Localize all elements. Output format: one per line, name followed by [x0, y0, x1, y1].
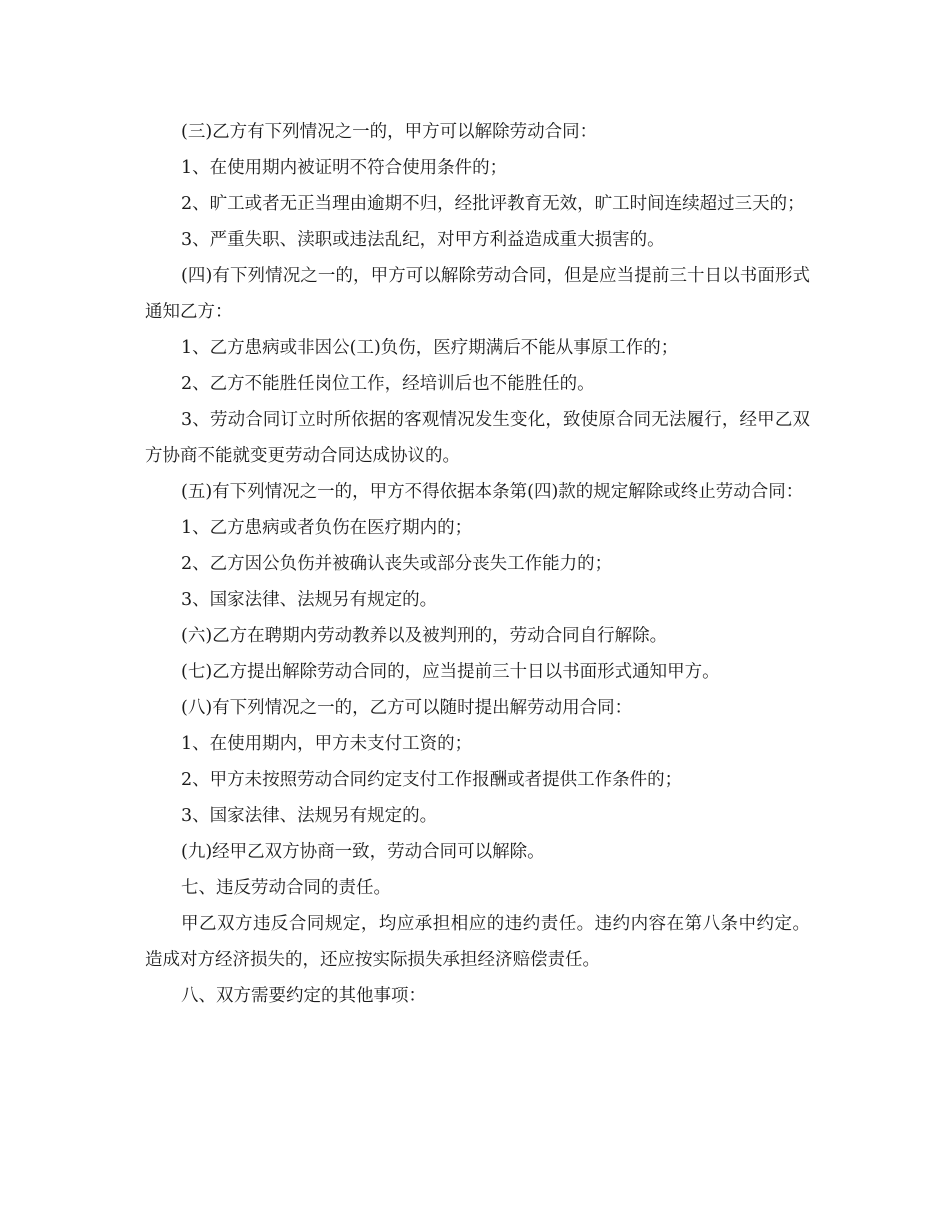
clause-4-item-3: 3、劳动合同订立时所依据的客观情况发生变化，致使原合同无法履行，经甲乙双方协商不能就变更劳动合同达成协议的。	[145, 410, 810, 466]
clause-8-heading: (八)有下列情况之一的，乙方可以随时提出解劳动用合同：	[181, 698, 633, 718]
clause-5-item-3: 3、国家法律、法规另有规定的。	[181, 590, 438, 610]
clause-8-item-2: 2、甲方未按照劳动合同约定支付工作报酬或者提供工作条件的；	[181, 770, 683, 790]
clause-5-item-1: 1、乙方患病或者负伤在医疗期内的；	[181, 518, 473, 538]
clause-8-item-1: 1、在使用期内，甲方未支付工资的；	[181, 734, 473, 754]
clause-8-item-3: 3、国家法律、法规另有规定的。	[181, 806, 438, 826]
clause-3-heading: (三)乙方有下列情况之一的，甲方可以解除劳动合同：	[181, 122, 598, 142]
clause-4-item-2: 2、乙方不能胜任岗位工作，经培训后也不能胜任的。	[181, 374, 595, 394]
section-7-heading: 七、违反劳动合同的责任。	[181, 878, 391, 898]
clause-5-item-2: 2、乙方因公负伤并被确认丧失或部分丧失工作能力的；	[181, 554, 613, 574]
clause-7: (七)乙方提出解除劳动合同的，应当提前三十日以书面形式通知甲方。	[181, 662, 720, 682]
clause-3-item-3: 3、严重失职、渎职或违法乱纪，对甲方利益造成重大损害的。	[181, 230, 665, 250]
clause-3-item-1: 1、在使用期内被证明不符合使用条件的；	[181, 158, 508, 178]
clause-4-heading: (四)有下列情况之一的，甲方可以解除劳动合同，但是应当提前三十日以书面形式通知乙方：	[145, 266, 810, 322]
section-8-heading: 八、双方需要约定的其他事项：	[181, 986, 426, 1006]
clause-9: (九)经甲乙双方协商一致，劳动合同可以解除。	[181, 842, 545, 862]
clause-3-item-2: 2、旷工或者无正当理由逾期不归，经批评教育无效，旷工时间连续超过三天的；	[181, 194, 805, 214]
document-body	[145, 114, 810, 1014]
clause-4-item-1: 1、乙方患病或非因公(工)负伤，医疗期满后不能从事原工作的；	[181, 338, 679, 358]
clause-6: (六)乙方在聘期内劳动教养以及被判刑的，劳动合同自行解除。	[181, 626, 668, 646]
clause-5-heading: (五)有下列情况之一的，甲方不得依据本条第(四)款的规定解除或终止劳动合同：	[181, 482, 804, 502]
section-7-body: 甲乙双方违反合同规定，均应承担相应的违约责任。违约内容在第八条中约定。造成对方经济损失的，还应按实际损失承担经济赔偿责任。	[145, 914, 810, 970]
